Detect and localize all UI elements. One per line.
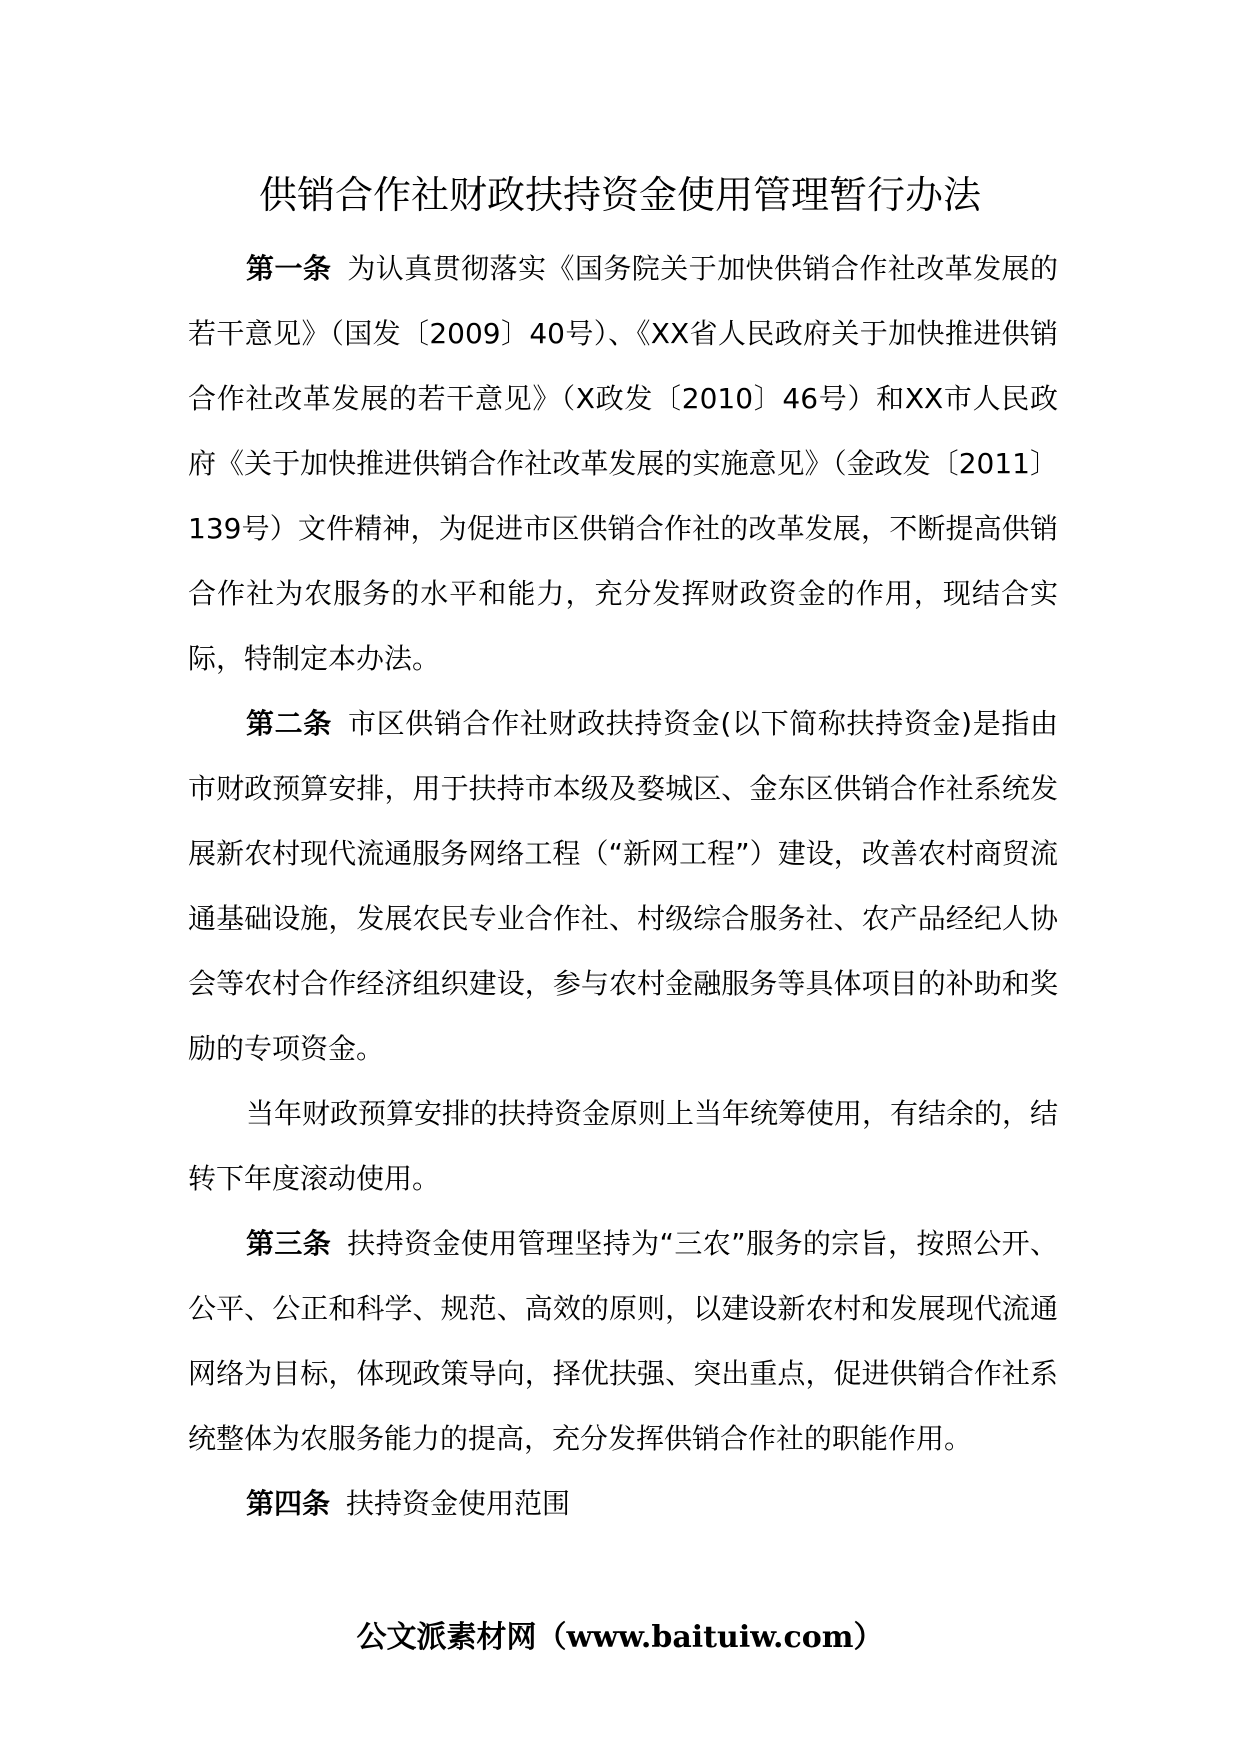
article-3-text: 扶持资金使用管理坚持为“三农”服务的宗旨，按照公开、公平、公正和科学、规范、高效的原则，以建设新农村和发展现代流通网络为目标，体现政策导向，择优扶强、突出重点，促进供销合作社系统整体为农服务能力的提高，充分发挥供销合作社的职能作用。 — [188, 1227, 1058, 1455]
article-4-paragraph — [188, 1471, 1058, 1536]
article-1-heading: 第一条 — [246, 252, 332, 285]
article-3-paragraph — [188, 1211, 1058, 1471]
article-4-heading: 第四条 — [246, 1487, 331, 1520]
article-4-text: 扶持资金使用范围 — [346, 1487, 571, 1520]
article-2-text: 市区供销合作社财政扶持资金(以下简称扶持资金)是指由市财政预算安排，用于扶持市本级及婺城区、金东区供销合作社系统发展新农村现代流通服务网络工程（“新网工程”）建设，改善农村商贸流通基础设施，发展农民专业合作社、村级综合服务社、农产品经纪人协会等农村合作经济组织建设，参与农村金融服务等具体项目的补助和奖励的专项资金。 — [188, 707, 1058, 1065]
article-1-text: 为认真贯彻落实《国务院关于加快供销合作社改革发展的若干意见》（国发〔2009〕40号）、《XX省人民政府关于加快推进供销合作社改革发展的若干意见》（X政发〔2010〕46号）和XX市人民政府《关于加快推进供销合作社改革发展的实施意见》（金政发〔2011〕139号）文件精神，为促进市区供销合作社的改革发展，不断提高供销合作社为农服务的水平和能力，充分发挥财政资金的作用，现结合实际，特制定本办法。 — [188, 252, 1058, 675]
article-2-continuation-paragraph — [188, 1081, 1058, 1211]
article-2-heading: 第二条 — [246, 707, 332, 740]
article-2-paragraph — [188, 691, 1058, 1081]
document-body — [188, 236, 1058, 1536]
document-title: 供销合作社财政扶持资金使用管理暂行办法 — [258, 173, 981, 217]
article-1-paragraph — [188, 236, 1058, 691]
footer-watermark: 公文派素材网（www.baituiw.com） — [356, 1620, 884, 1655]
article-3-heading: 第三条 — [246, 1227, 332, 1260]
article-2-continuation-text: 当年财政预算安排的扶持资金原则上当年统筹使用，有结余的，结转下年度滚动使用。 — [188, 1097, 1059, 1195]
